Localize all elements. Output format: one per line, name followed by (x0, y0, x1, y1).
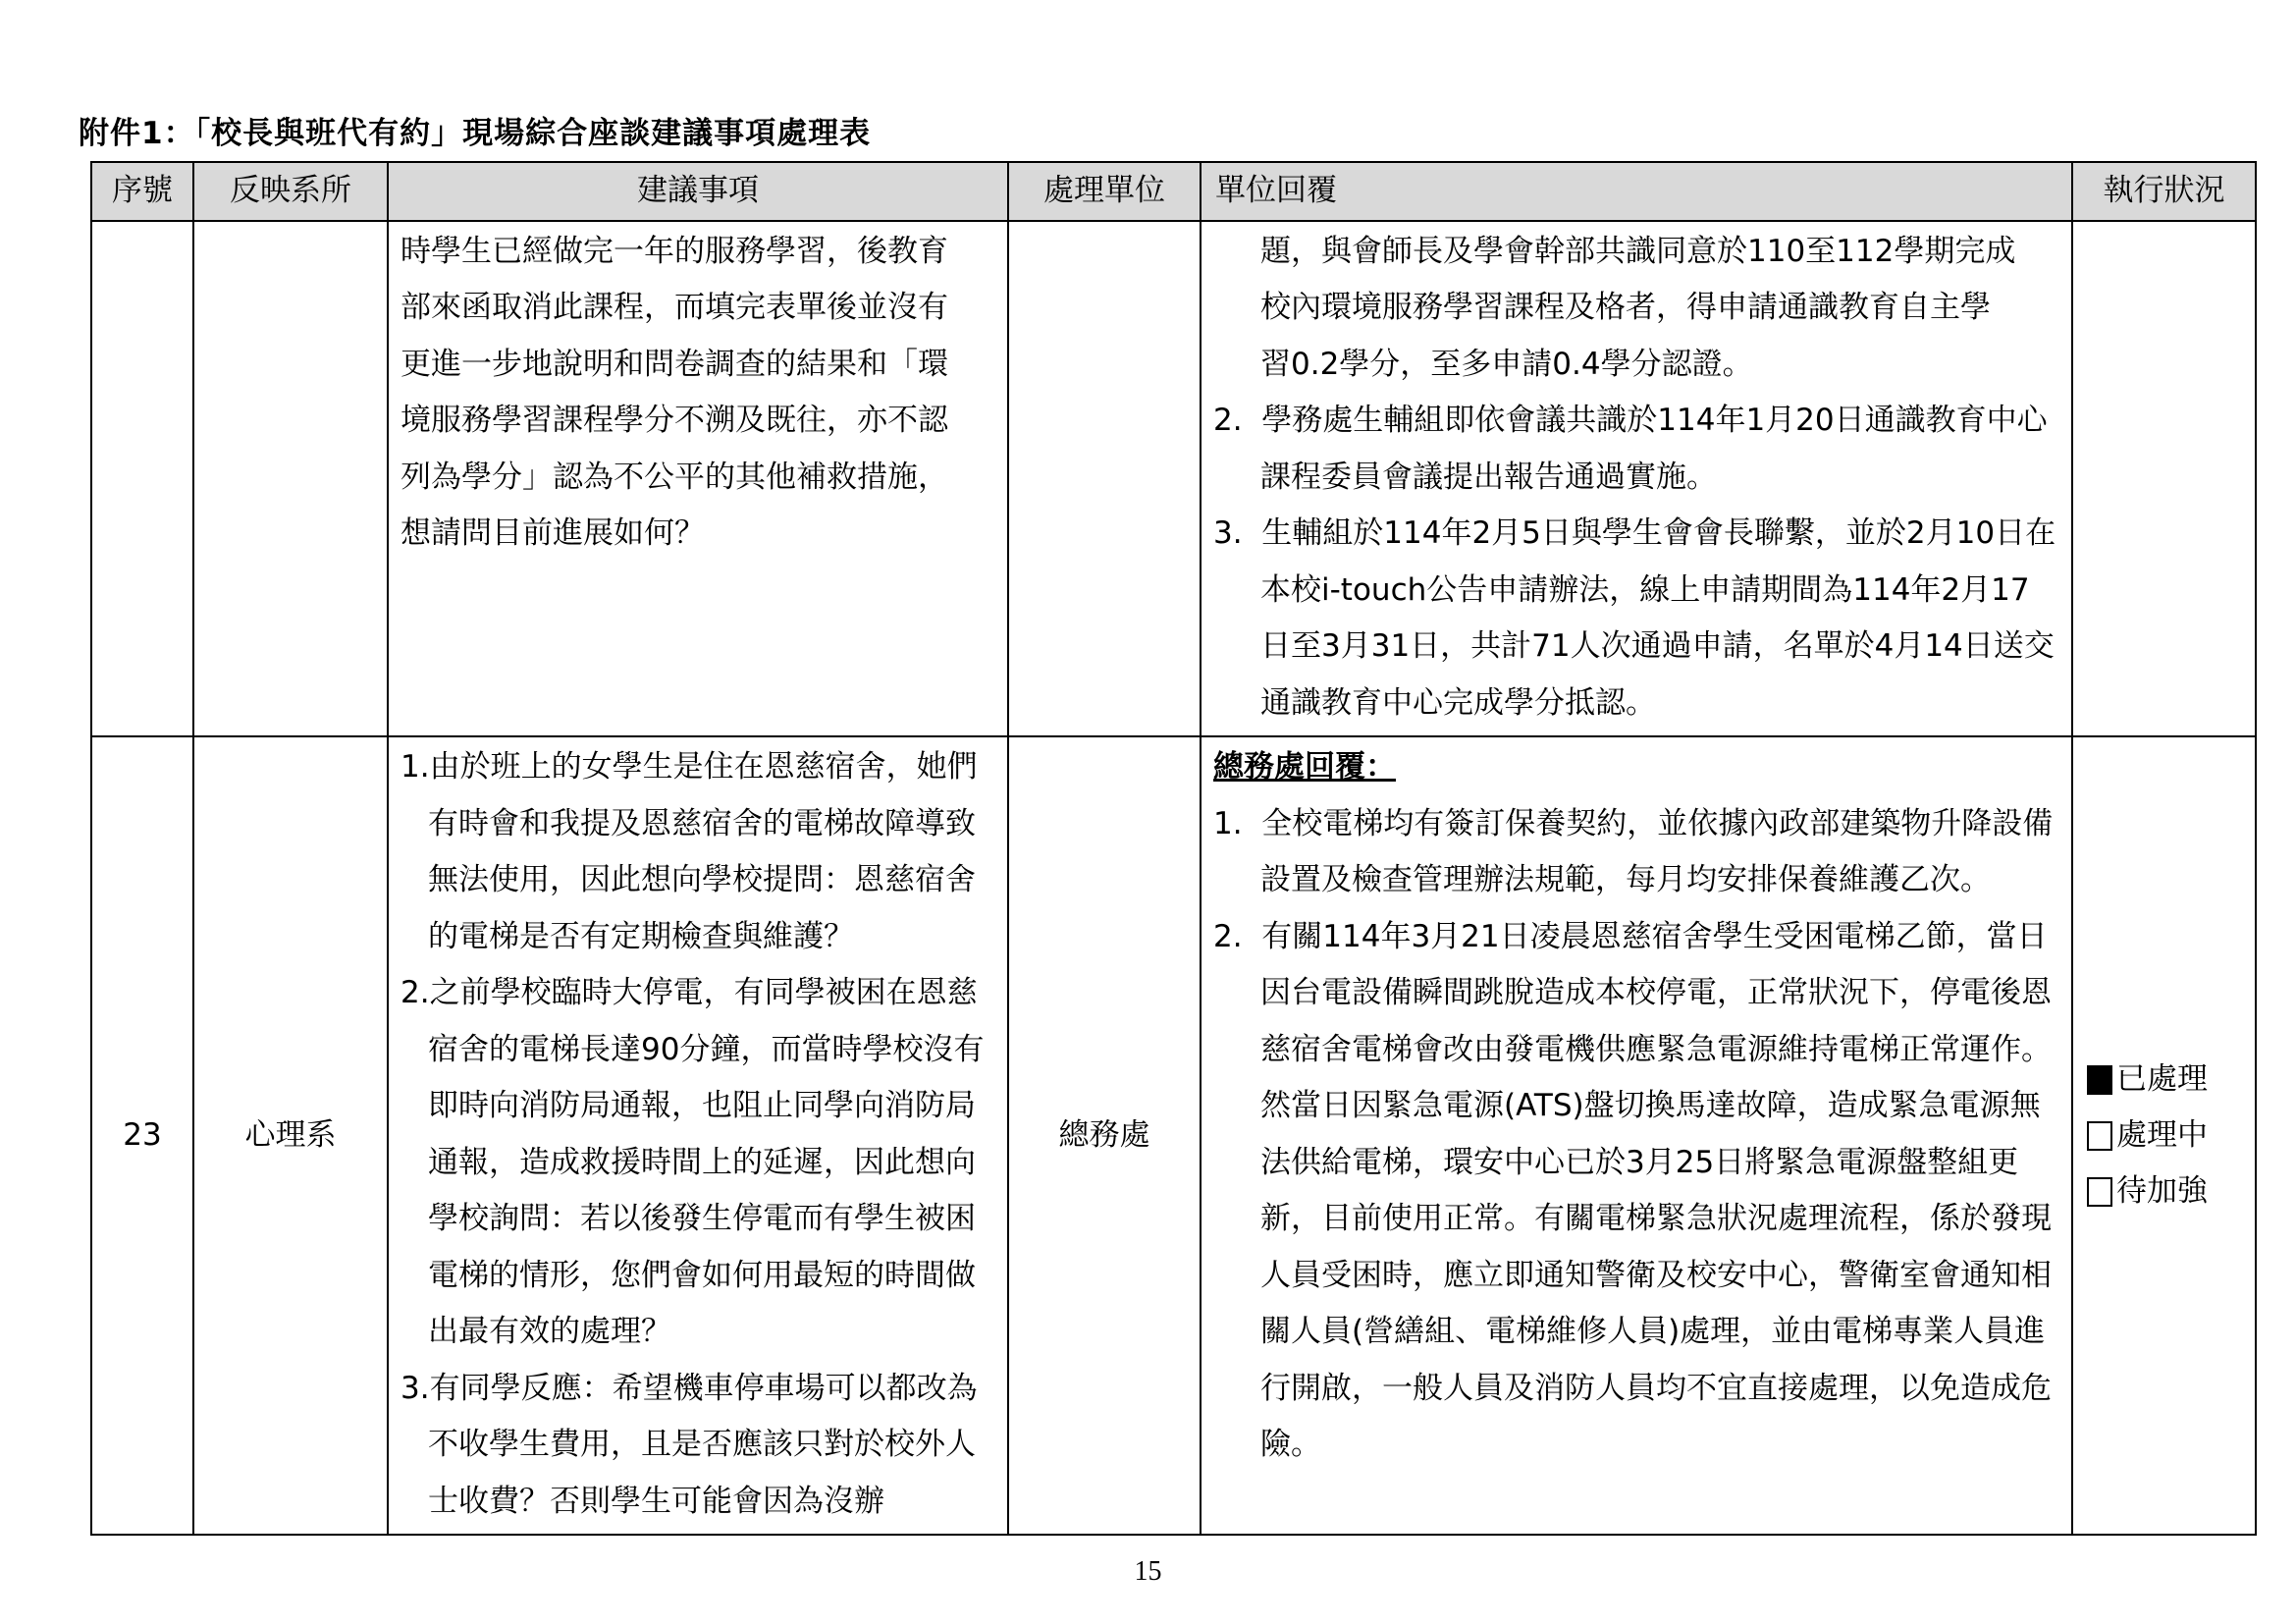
suggestion-item-3: 3.有同學反應：希望機車停車場可以都改為不收學生費用，且是否應該只對於校外人士收費？否則學生可能會因為沒辦 (400, 1370, 978, 1519)
status-option-to-improve (2087, 1164, 2255, 1219)
row1-seq-cell (91, 221, 193, 737)
table-header-row (91, 162, 2256, 221)
header-unit: 處理單位 (1008, 162, 1201, 221)
reply-item-2: 2. 有關114年3月21日凌晨恩慈宿舍學生受困電梯乙節，當日因台電設備瞬間跳脫造成本校停電，正常狀況下，停電後恩慈宿舍電梯會改由發電機供應緊急電源維持電梯正常運作。然當日因緊急電源(ATS)盤切換馬達故障，造成緊急電源無法供給電梯，環安中心已於3月25日將緊急電源盤整組更新，目前使用正常。有關電梯緊急狀況處理流程，係於發現人員受困時，應立即通知警衛及校安中心，警衛室會通知相關人員(營繕組、電梯維修人員)處理，並由電梯專業人員進行開啟，一般人員及消防人員均不宜直接處理，以免造成危險。 (1213, 918, 2052, 1462)
row1-reply-cell (1201, 221, 2072, 737)
row2-unit-cell: 總務處 (1008, 736, 1201, 1535)
reply-line: 習0.2學分，至多申請0.4學分認證。 (1260, 346, 1753, 382)
header-dept: 反映系所 (193, 162, 388, 221)
row2-reply-cell (1201, 736, 2072, 1535)
header-reply: 單位回覆 (1201, 162, 2072, 221)
unchecked-box-icon (2087, 1121, 2112, 1151)
status-option-done (2087, 1052, 2255, 1108)
row1-unit-cell (1008, 221, 1201, 737)
document-title: 附件1：「校長與班代有約」現場綜合座談建議事項處理表 (79, 116, 872, 151)
suggestion-table (90, 161, 2257, 1536)
header-seq: 序號 (91, 162, 193, 221)
suggestion-line: 部來函取消此課程，而填完表單後並沒有 (400, 290, 948, 325)
checked-box-icon (2087, 1065, 2112, 1095)
table-row (91, 221, 2256, 737)
row2-dept-cell: 心理系 (193, 736, 388, 1535)
reply-item-1: 1. 全校電梯均有簽訂保養契約，並依據內政部建築物升降設備設置及檢查管理辦法規範，每月均安排保養維護乙次。 (1213, 805, 2054, 897)
row1-suggestion-cell (388, 221, 1008, 737)
header-suggestion: 建議事項 (388, 162, 1008, 221)
reply-item-2: 2. 學務處生輔組即依會議共識於114年1月20日通識教育中心課程委員會議提出報告通過實施。 (1213, 403, 2048, 495)
suggestion-line: 境服務學習課程學分不溯及既往，亦不認 (400, 403, 948, 438)
suggestion-line: 時學生已經做完一年的服務學習，後教育 (400, 233, 948, 269)
suggestion-item-1: 1.由於班上的女學生是住在恩慈宿舍，她們有時會和我提及恩慈宿舍的電梯故障導致無法使用，因此想向學校提問：恩慈宿舍的電梯是否有定期檢查與維護？ (400, 749, 978, 954)
status-option-in-progress (2087, 1108, 2255, 1164)
page-number: 15 (1134, 1556, 1162, 1587)
status-label: 待加強 (2116, 1173, 2208, 1209)
suggestion-item-2: 2.之前學校臨時大停電，有同學被困在恩慈宿舍的電梯長達90分鐘，而當時學校沒有即時向消防局通報，也阻止同學向消防局通報，造成救援時間上的延遲，因此想向學校詢問：若以後發生停電而有學生被困電梯的情形，您們會如何用最短的時間做出最有效的處理？ (400, 975, 985, 1349)
row2-suggestion-cell (388, 736, 1008, 1535)
header-status: 執行狀況 (2072, 162, 2256, 221)
suggestion-line: 想請問目前進展如何？ (400, 515, 705, 551)
row2-status-cell (2072, 736, 2256, 1535)
unchecked-box-icon (2087, 1177, 2112, 1207)
suggestion-line: 更進一步地說明和問卷調查的結果和「環 (400, 346, 948, 382)
reply-heading: 總務處回覆： (1213, 749, 1396, 785)
row1-dept-cell (193, 221, 388, 737)
suggestion-line: 列為學分」認為不公平的其他補救措施， (400, 459, 948, 495)
row1-status-cell (2072, 221, 2256, 737)
reply-item-3: 3. 生輔組於114年2月5日與學生會會長聯繫，並於2月10日在本校i-touch公告申請辦法，線上申請期間為114年2月17日至3月31日，共計71人次通過申請，名單於4月14日送交通識教育中心完成學分抵認。 (1213, 515, 2056, 721)
status-label: 已處理 (2116, 1061, 2208, 1097)
reply-line: 校內環境服務學習課程及格者，得申請通識教育自主學 (1260, 290, 1991, 325)
row2-seq-cell: 23 (91, 736, 193, 1535)
table-row (91, 736, 2256, 1535)
status-label: 處理中 (2116, 1117, 2208, 1153)
reply-line: 題，與會師長及學會幹部共識同意於110至112學期完成 (1260, 233, 2016, 269)
